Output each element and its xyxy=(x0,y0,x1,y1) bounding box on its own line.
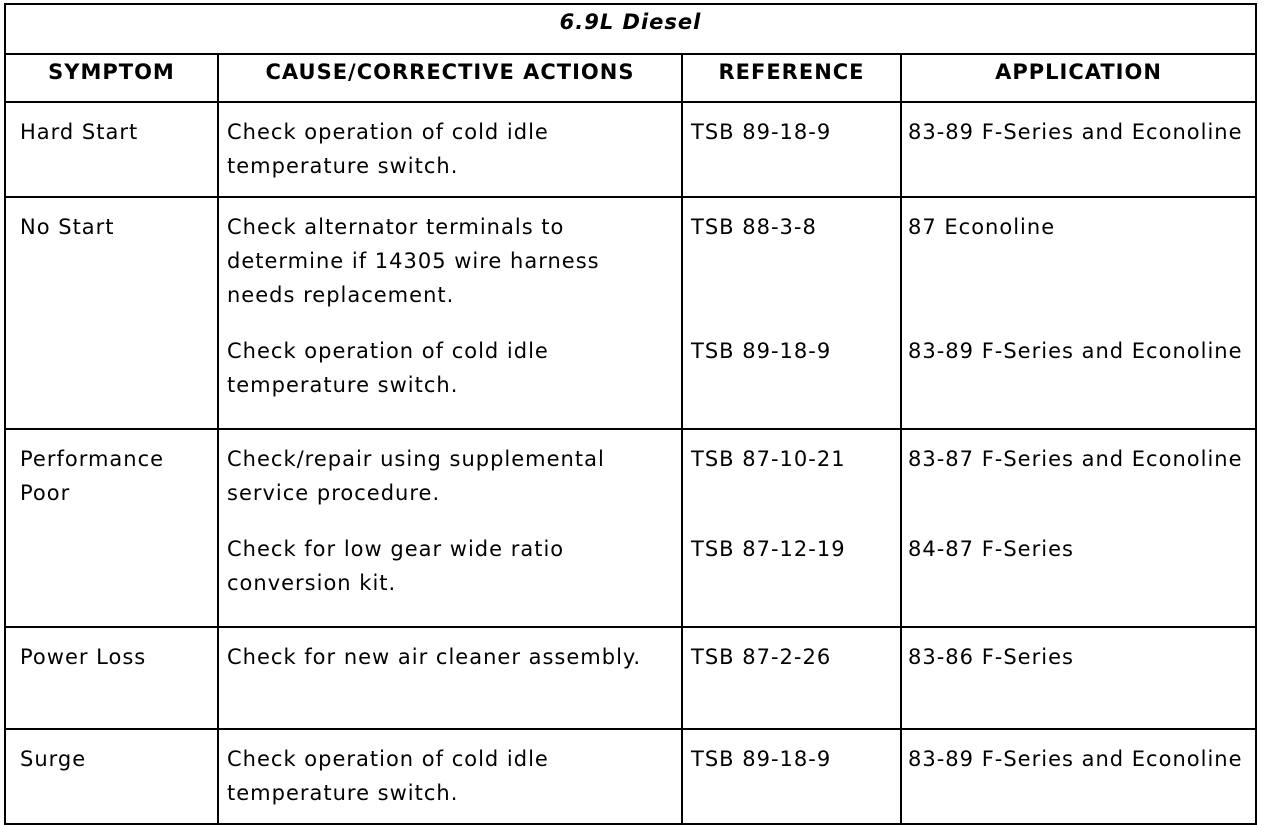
table-row xyxy=(5,627,1256,729)
reference-cell xyxy=(682,197,901,429)
cause-text: Check alternator terminals to determine if 14305 wire harness needs replacement. xyxy=(227,215,600,307)
table-row xyxy=(5,197,1256,429)
reference-text: TSB 87-10-21 xyxy=(691,447,846,471)
table-title: 6.9L Diesel xyxy=(5,4,1256,54)
cause-text: Check/repair using supplemental service procedure. xyxy=(227,447,605,505)
application-cell xyxy=(901,197,1256,429)
table-row xyxy=(5,729,1256,824)
reference-text: TSB 87-12-19 xyxy=(691,537,846,561)
reference-cell xyxy=(682,102,901,197)
reference-text: TSB 87-2-26 xyxy=(691,645,832,669)
symptom-text: Performance Poor xyxy=(20,447,165,505)
cause-cell xyxy=(218,429,682,627)
application-text: 83-89 F-Series and Econoline xyxy=(908,120,1243,144)
cause-cell xyxy=(218,102,682,197)
symptom-text: Power Loss xyxy=(20,645,147,669)
header-reference: REFERENCE xyxy=(682,54,901,102)
table-row xyxy=(5,429,1256,627)
reference-cell xyxy=(682,429,901,627)
application-text: 83-89 F-Series and Econoline xyxy=(908,747,1243,771)
application-cell xyxy=(901,627,1256,729)
cause-text: Check operation of cold idle temperature switch. xyxy=(227,339,549,397)
application-cell xyxy=(901,429,1256,627)
application-text: 87 Econoline xyxy=(908,215,1056,239)
header-application: APPLICATION xyxy=(901,54,1256,102)
symptom-text: Surge xyxy=(20,747,87,771)
cause-cell xyxy=(218,729,682,824)
symptom-text: No Start xyxy=(20,215,115,239)
reference-text: TSB 89-18-9 xyxy=(691,339,832,363)
application-text: 84-87 F-Series xyxy=(908,537,1074,561)
reference-text: TSB 89-18-9 xyxy=(691,747,832,771)
header-symptom: SYMPTOM xyxy=(5,54,218,102)
reference-cell xyxy=(682,627,901,729)
symptom-cell xyxy=(5,429,218,627)
cause-text: Check operation of cold idle temperature switch. xyxy=(227,120,549,178)
cause-text: Check for new air cleaner assembly. xyxy=(227,645,642,669)
table-row xyxy=(5,102,1256,197)
application-text: 83-89 F-Series and Econoline xyxy=(908,339,1243,363)
cause-text: Check operation of cold idle temperature switch. xyxy=(227,747,549,805)
application-cell xyxy=(901,729,1256,824)
header-cause: CAUSE/CORRECTIVE ACTIONS xyxy=(218,54,682,102)
reference-cell xyxy=(682,729,901,824)
symptom-cell xyxy=(5,102,218,197)
cause-cell xyxy=(218,197,682,429)
cause-cell xyxy=(218,627,682,729)
cause-text: Check for low gear wide ratio conversion kit. xyxy=(227,537,565,595)
reference-text: TSB 89-18-9 xyxy=(691,120,832,144)
symptom-cell xyxy=(5,729,218,824)
symptom-text: Hard Start xyxy=(20,120,139,144)
symptom-cell xyxy=(5,197,218,429)
application-text: 83-87 F-Series and Econoline xyxy=(908,447,1243,471)
symptom-cell xyxy=(5,627,218,729)
reference-text: TSB 88-3-8 xyxy=(691,215,817,239)
application-text: 83-86 F-Series xyxy=(908,645,1074,669)
diagnosis-table xyxy=(4,3,1257,825)
application-cell xyxy=(901,102,1256,197)
